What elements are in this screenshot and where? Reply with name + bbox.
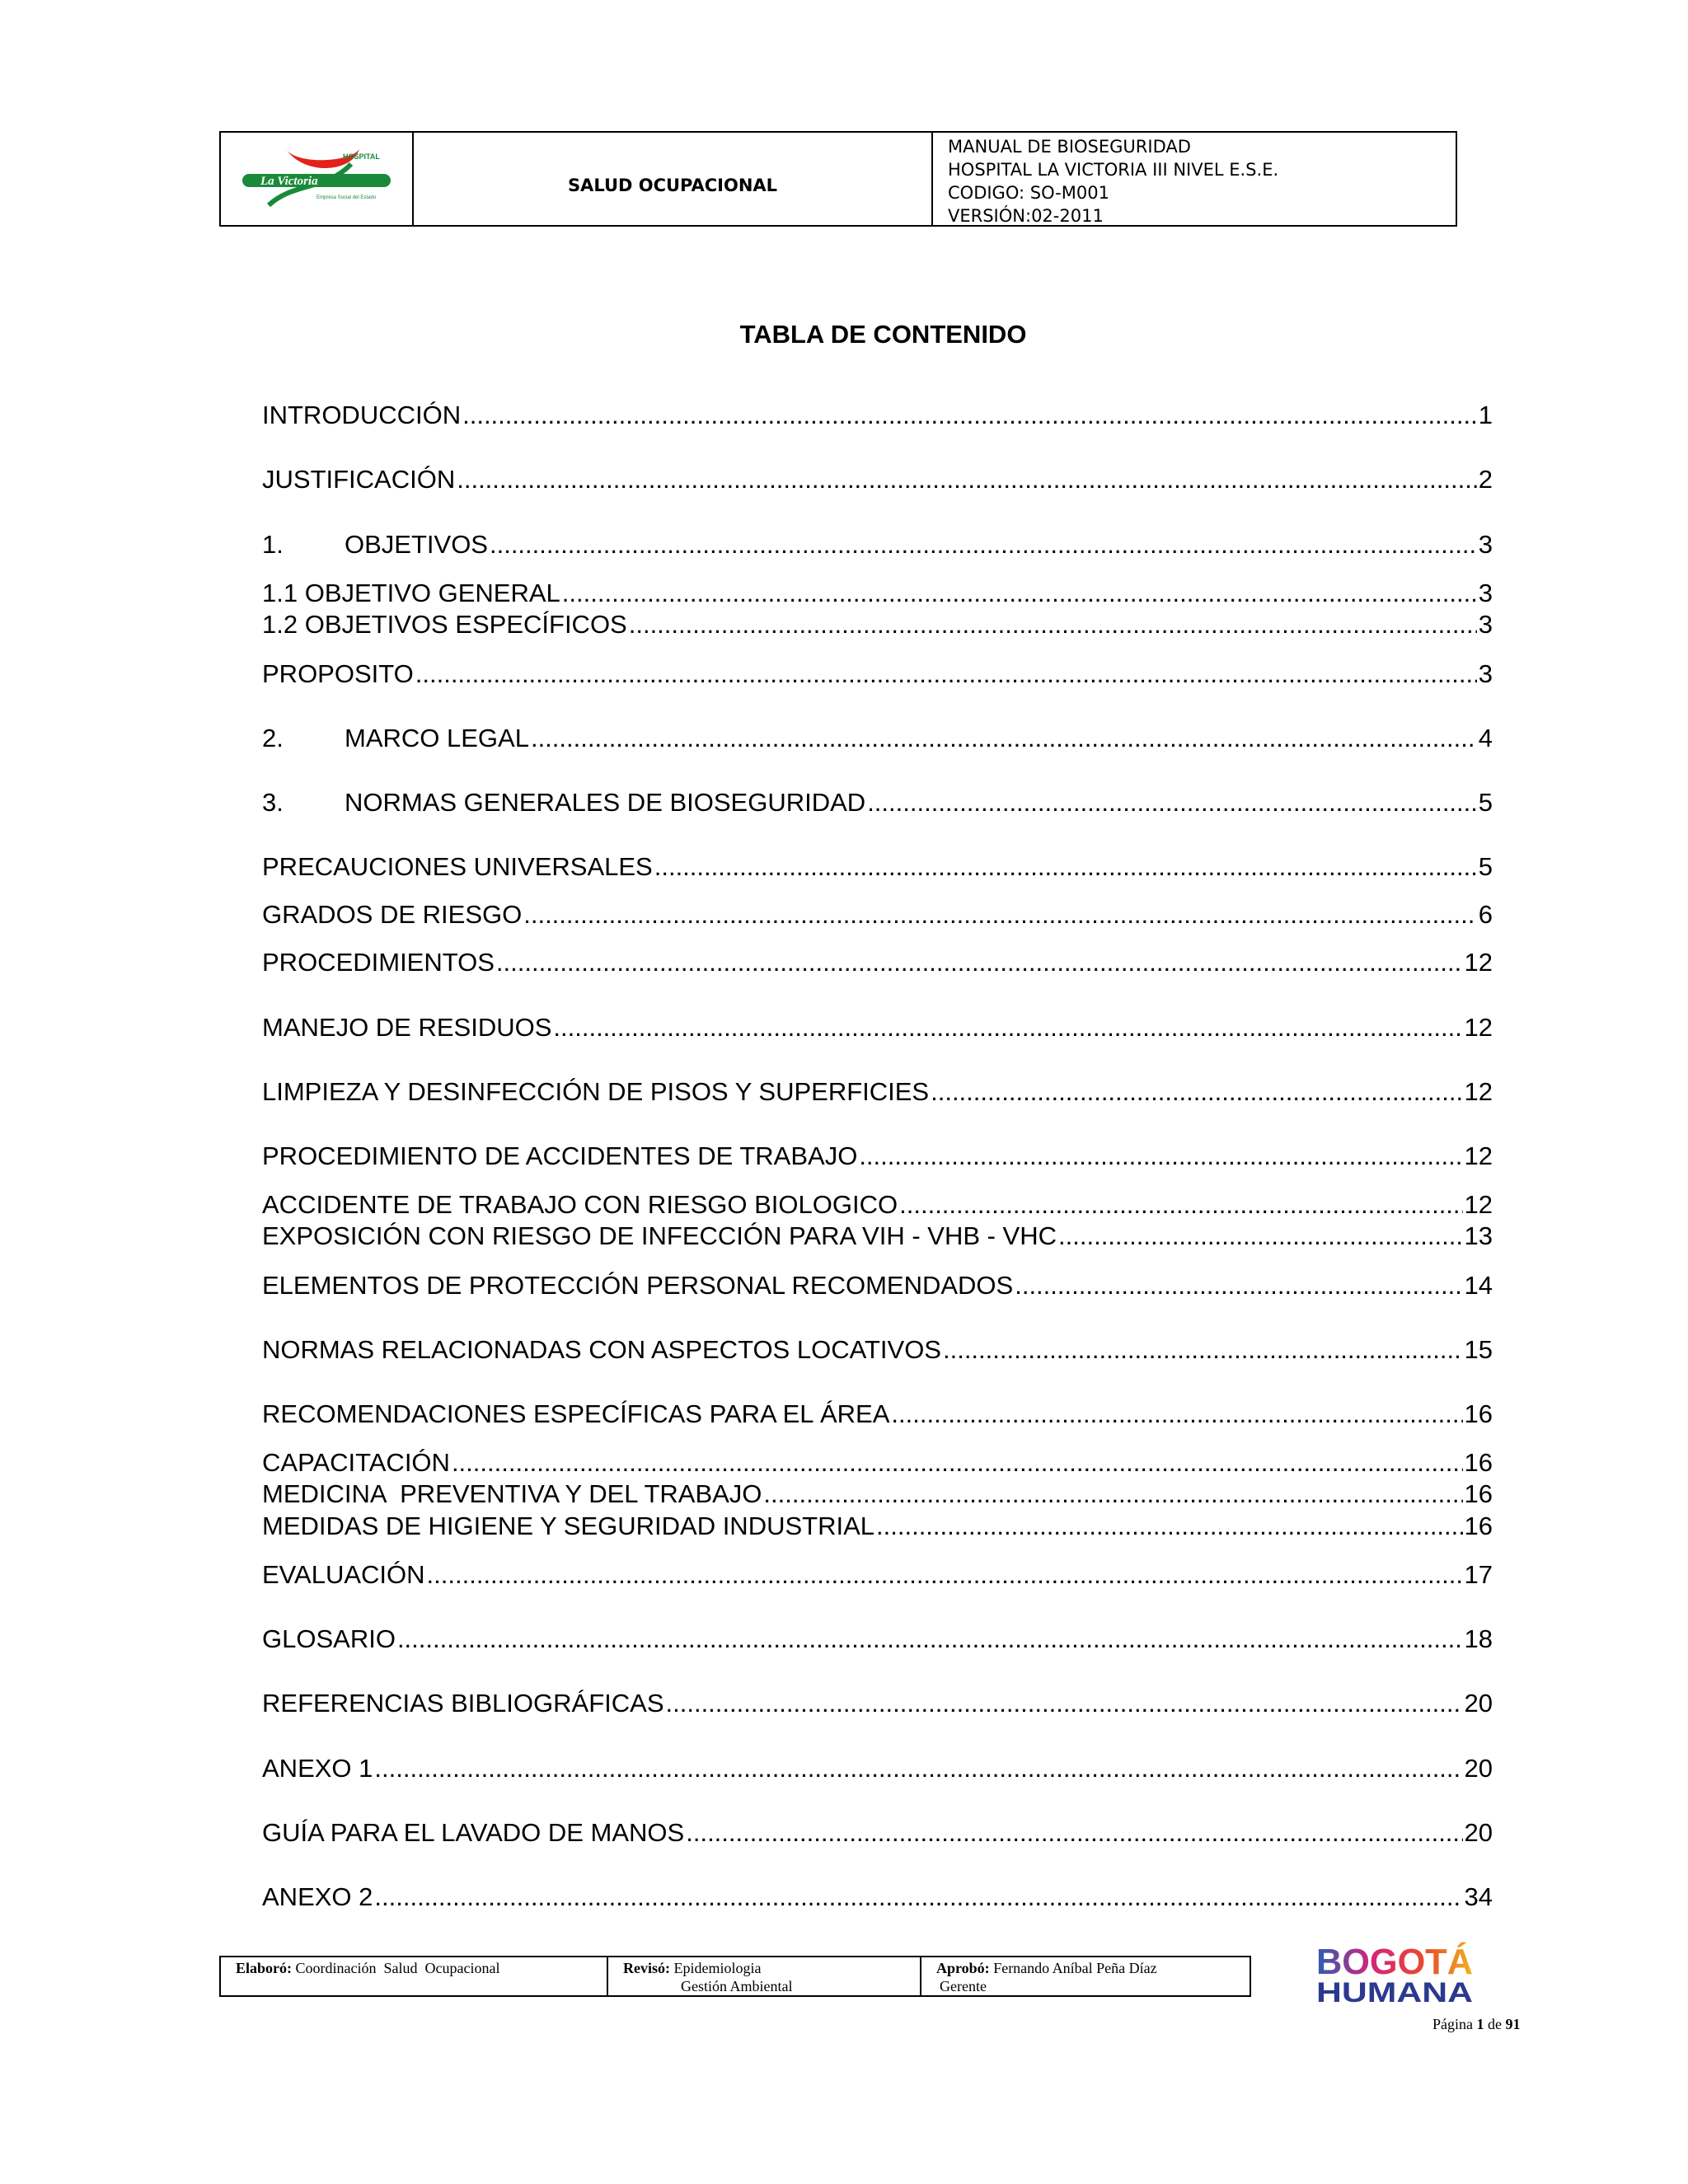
toc-entry[interactable] (262, 1271, 1493, 1301)
toc-entry-page: 2 (1478, 465, 1493, 494)
toc-leader-dots (457, 465, 1477, 494)
toc-entry-number: 2. (262, 724, 284, 752)
header-line: CODIGO: SO-M001 (948, 183, 1109, 203)
toc-leader-dots (397, 1624, 1463, 1654)
toc-entry[interactable] (262, 948, 1493, 977)
toc-entry-label (262, 1448, 450, 1478)
toc-entry-text: 1.1 OBJETIVO GENERAL (262, 579, 560, 607)
toc-entry-text: NORMAS GENERALES DE BIOSEGURIDAD (345, 788, 866, 817)
toc-entry[interactable] (262, 1190, 1493, 1220)
toc-entry-label (262, 1479, 762, 1509)
toc-entry-page: 12 (1464, 1013, 1493, 1042)
toc-entry-label (262, 1560, 425, 1590)
toc-entry-text: CAPACITACIÓN (262, 1448, 450, 1477)
toc-entry-text: NORMAS RELACIONADAS CON ASPECTOS LOCATIVOS (262, 1335, 941, 1364)
toc-entry-page: 16 (1464, 1479, 1493, 1508)
bogota-humana-logo (1315, 1941, 1475, 2007)
toc-entry[interactable] (262, 401, 1493, 430)
toc-entry[interactable] (262, 1077, 1493, 1107)
svg-text:BOGOTÁ: BOGOTÁ (1316, 1942, 1475, 1982)
toc-entry-text: ACCIDENTE DE TRABAJO CON RIESGO BIOLOGICO (262, 1190, 898, 1219)
reviso-cell (608, 1957, 921, 1995)
toc-entry-page: 20 (1464, 1689, 1493, 1718)
toc-entry[interactable] (262, 1511, 1493, 1541)
toc-entry[interactable] (262, 1689, 1493, 1718)
toc-entry-page: 3 (1478, 579, 1493, 607)
toc-entry-page: 16 (1464, 1399, 1493, 1428)
hospital-logo (236, 141, 397, 217)
toc-entry-page: 3 (1478, 610, 1493, 639)
toc-entry[interactable] (262, 1754, 1493, 1783)
toc-entry-page: 3 (1478, 530, 1493, 559)
toc-entry-text: MEDICINA PREVENTIVA Y DEL TRABAJO (262, 1479, 762, 1508)
toc-entry-number: 3. (262, 788, 284, 817)
document-header (219, 131, 1457, 227)
toc-entry-text: GUÍA PARA EL LAVADO DE MANOS (262, 1818, 685, 1847)
toc-leader-dots (1058, 1221, 1463, 1251)
svg-text:HOSPITAL: HOSPITAL (343, 152, 380, 161)
toc-entry-text: REFERENCIAS BIBLIOGRÁFICAS (262, 1689, 664, 1718)
toc-entry-text: LIMPIEZA Y DESINFECCIÓN DE PISOS Y SUPERFICIES (262, 1077, 930, 1106)
toc-entry[interactable] (262, 659, 1493, 689)
toc-entry-label (262, 948, 495, 977)
toc-leader-dots (876, 1511, 1463, 1541)
toc-entry-text: PROCEDIMIENTOS (262, 948, 495, 977)
toc-entry-label (262, 1190, 898, 1220)
toc-leader-dots (415, 659, 1477, 689)
toc-entry-page: 12 (1464, 948, 1493, 977)
toc-entry-label (262, 724, 529, 753)
toc-entry[interactable] (262, 724, 1493, 753)
toc-entry-page: 16 (1464, 1511, 1493, 1540)
toc-entry-text: PROPOSITO (262, 659, 414, 688)
toc-entry-label (262, 788, 865, 818)
page-number: Página 1 de 91 (1432, 2016, 1521, 2032)
toc-entry[interactable] (262, 610, 1493, 640)
toc-entry-label (262, 1221, 1057, 1251)
toc-entry-text: EXPOSICIÓN CON RIESGO DE INFECCIÓN PARA VIH - VHB - VHC (262, 1221, 1057, 1250)
toc-entry-label (262, 1689, 664, 1718)
toc-entry[interactable] (262, 1560, 1493, 1590)
toc-leader-dots (666, 1689, 1463, 1718)
elaboro-value: Coordinación Salud Ocupacional (295, 1960, 500, 1976)
toc-entry-text: GRADOS DE RIESGO (262, 900, 523, 929)
aprobo-cell (921, 1957, 1250, 1995)
toc-entry-page: 12 (1464, 1141, 1493, 1170)
toc-entry-text: PROCEDIMIENTO DE ACCIDENTES DE TRABAJO (262, 1141, 858, 1170)
toc-leader-dots (943, 1335, 1463, 1365)
toc-entry-text: GLOSARIO (262, 1624, 396, 1653)
toc-leader-dots (523, 900, 1477, 930)
toc-entry-label (262, 530, 488, 560)
toc-entry[interactable] (262, 1882, 1493, 1912)
toc-leader-dots (763, 1479, 1462, 1509)
svg-text:La Victoria: La Victoria (260, 175, 318, 188)
toc-leader-dots (553, 1013, 1462, 1043)
reviso-value-2: Gestión Ambiental (681, 1978, 793, 1994)
toc-entry-label (262, 1141, 857, 1171)
toc-entry-text: INTRODUCCIÓN (262, 401, 462, 429)
toc-entry-page: 1 (1478, 401, 1493, 429)
svg-text:HUMANA: HUMANA (1316, 1977, 1473, 2007)
toc-entry-label (262, 1624, 396, 1654)
toc-entry[interactable] (262, 788, 1493, 818)
toc-entry-page: 20 (1464, 1818, 1493, 1847)
aprobo-value: Fernando Aníbal Peña Díaz (993, 1960, 1157, 1976)
aprobo-label: Aprobó: (936, 1960, 990, 1976)
header-line: MANUAL DE BIOSEGURIDAD (948, 137, 1191, 157)
logo-cell (221, 133, 414, 225)
toc-entry-text: PRECAUCIONES UNIVERSALES (262, 852, 653, 881)
toc-entry-text: RECOMENDACIONES ESPECÍFICAS PARA EL ÁREA (262, 1399, 890, 1428)
toc-leader-dots (654, 852, 1477, 882)
toc-entry[interactable] (262, 852, 1493, 882)
toc-entry-label (262, 1754, 373, 1783)
header-line: VERSIÓN:02-2011 (948, 206, 1104, 226)
toc-entry[interactable] (262, 1479, 1493, 1509)
toc-title: TABLA DE CONTENIDO (739, 320, 1027, 349)
toc-entry-page: 17 (1464, 1560, 1493, 1589)
toc-entry-page: 18 (1464, 1624, 1493, 1653)
toc-entry-page: 13 (1464, 1221, 1493, 1250)
toc-entry-text: MARCO LEGAL (345, 724, 529, 752)
toc-leader-dots (931, 1077, 1462, 1107)
toc-entry-page: 12 (1464, 1190, 1493, 1219)
toc-entry[interactable] (262, 1221, 1493, 1251)
toc-entry-text: OBJETIVOS (345, 530, 488, 559)
toc-entry[interactable] (262, 1448, 1493, 1478)
toc-leader-dots (629, 610, 1477, 640)
toc-entry-number: 1. (262, 530, 284, 559)
toc-entry-text: JUSTIFICACIÓN (262, 465, 456, 494)
toc-entry-text: MANEJO DE RESIDUOS (262, 1013, 552, 1042)
toc-entry-text: ANEXO 1 (262, 1754, 373, 1783)
elaboro-label: Elaboró: (236, 1960, 293, 1976)
toc-leader-dots (867, 788, 1477, 818)
aprobo-value-2: Gerente (940, 1978, 987, 1994)
toc-entry-page: 34 (1464, 1882, 1493, 1911)
toc-entry-text: 1.2 OBJETIVOS ESPECÍFICOS (262, 610, 627, 639)
toc-leader-dots (374, 1754, 1462, 1783)
toc-entry[interactable] (262, 1624, 1493, 1654)
toc-entry-label (262, 1818, 684, 1848)
toc-entry-label (262, 1399, 889, 1429)
toc-entry-label (262, 401, 461, 430)
toc-entry[interactable] (262, 579, 1493, 608)
header-section-title: SALUD OCUPACIONAL (414, 133, 933, 225)
toc-entry-page: 16 (1464, 1448, 1493, 1477)
toc-entry-page: 4 (1478, 724, 1493, 752)
toc-entry-page: 12 (1464, 1077, 1493, 1106)
toc-entry-label (262, 1077, 929, 1107)
toc-leader-dots (686, 1818, 1462, 1848)
toc-entry-page: 6 (1478, 900, 1493, 929)
toc-entry-page: 5 (1478, 852, 1493, 881)
toc-entry-page: 3 (1478, 659, 1493, 688)
toc-entry-text: ELEMENTOS DE PROTECCIÓN PERSONAL RECOMENDADOS (262, 1271, 1014, 1300)
toc-entry[interactable] (262, 465, 1493, 494)
toc-leader-dots (899, 1190, 1462, 1220)
toc-entry-label (262, 659, 414, 689)
toc-entry-label (262, 610, 627, 640)
toc-entry[interactable] (262, 1013, 1493, 1043)
toc-entry-page: 15 (1464, 1335, 1493, 1364)
toc-entry[interactable] (262, 1818, 1493, 1848)
header-line: HOSPITAL LA VICTORIA III NIVEL E.S.E. (948, 160, 1279, 180)
toc-entry[interactable] (262, 900, 1493, 930)
toc-leader-dots (496, 948, 1463, 977)
toc-entry-label (262, 579, 560, 608)
toc-entry-label (262, 465, 455, 494)
toc-entry-label (262, 1271, 1013, 1301)
toc-entry[interactable] (262, 1399, 1493, 1429)
toc-leader-dots (452, 1448, 1463, 1478)
toc-entry-text: MEDIDAS DE HIGIENE Y SEGURIDAD INDUSTRIAL (262, 1511, 875, 1540)
approval-footer (219, 1956, 1251, 1997)
toc-entry[interactable] (262, 1141, 1493, 1171)
toc-leader-dots (490, 530, 1477, 560)
toc-entry-label (262, 1013, 551, 1043)
reviso-value: Epidemiologia (673, 1960, 762, 1976)
toc-entry-page: 5 (1478, 788, 1493, 817)
toc-entry-text: EVALUACIÓN (262, 1560, 425, 1589)
toc-entry[interactable] (262, 530, 1493, 560)
toc-leader-dots (1015, 1271, 1462, 1301)
toc-leader-dots (891, 1399, 1462, 1429)
toc-entry-page: 14 (1464, 1271, 1493, 1300)
toc-leader-dots (427, 1560, 1463, 1590)
toc-leader-dots (462, 401, 1477, 430)
svg-text:Empresa Social del Estado: Empresa Social del Estado (316, 195, 377, 200)
toc-entry-label (262, 852, 653, 882)
toc-entry-label (262, 1511, 874, 1541)
header-doc-info (933, 133, 1456, 225)
toc-entry-page: 20 (1464, 1754, 1493, 1783)
toc-entry-label (262, 1882, 373, 1912)
elaboro-cell (221, 1957, 608, 1995)
toc-leader-dots (531, 724, 1477, 753)
toc-leader-dots (374, 1882, 1462, 1912)
toc-entry[interactable] (262, 1335, 1493, 1365)
toc-entry-text: ANEXO 2 (262, 1882, 373, 1911)
toc-entry-label (262, 900, 522, 930)
toc-leader-dots (562, 579, 1477, 608)
reviso-label: Revisó: (623, 1960, 670, 1976)
toc-entry-label (262, 1335, 941, 1365)
toc-leader-dots (859, 1141, 1462, 1171)
